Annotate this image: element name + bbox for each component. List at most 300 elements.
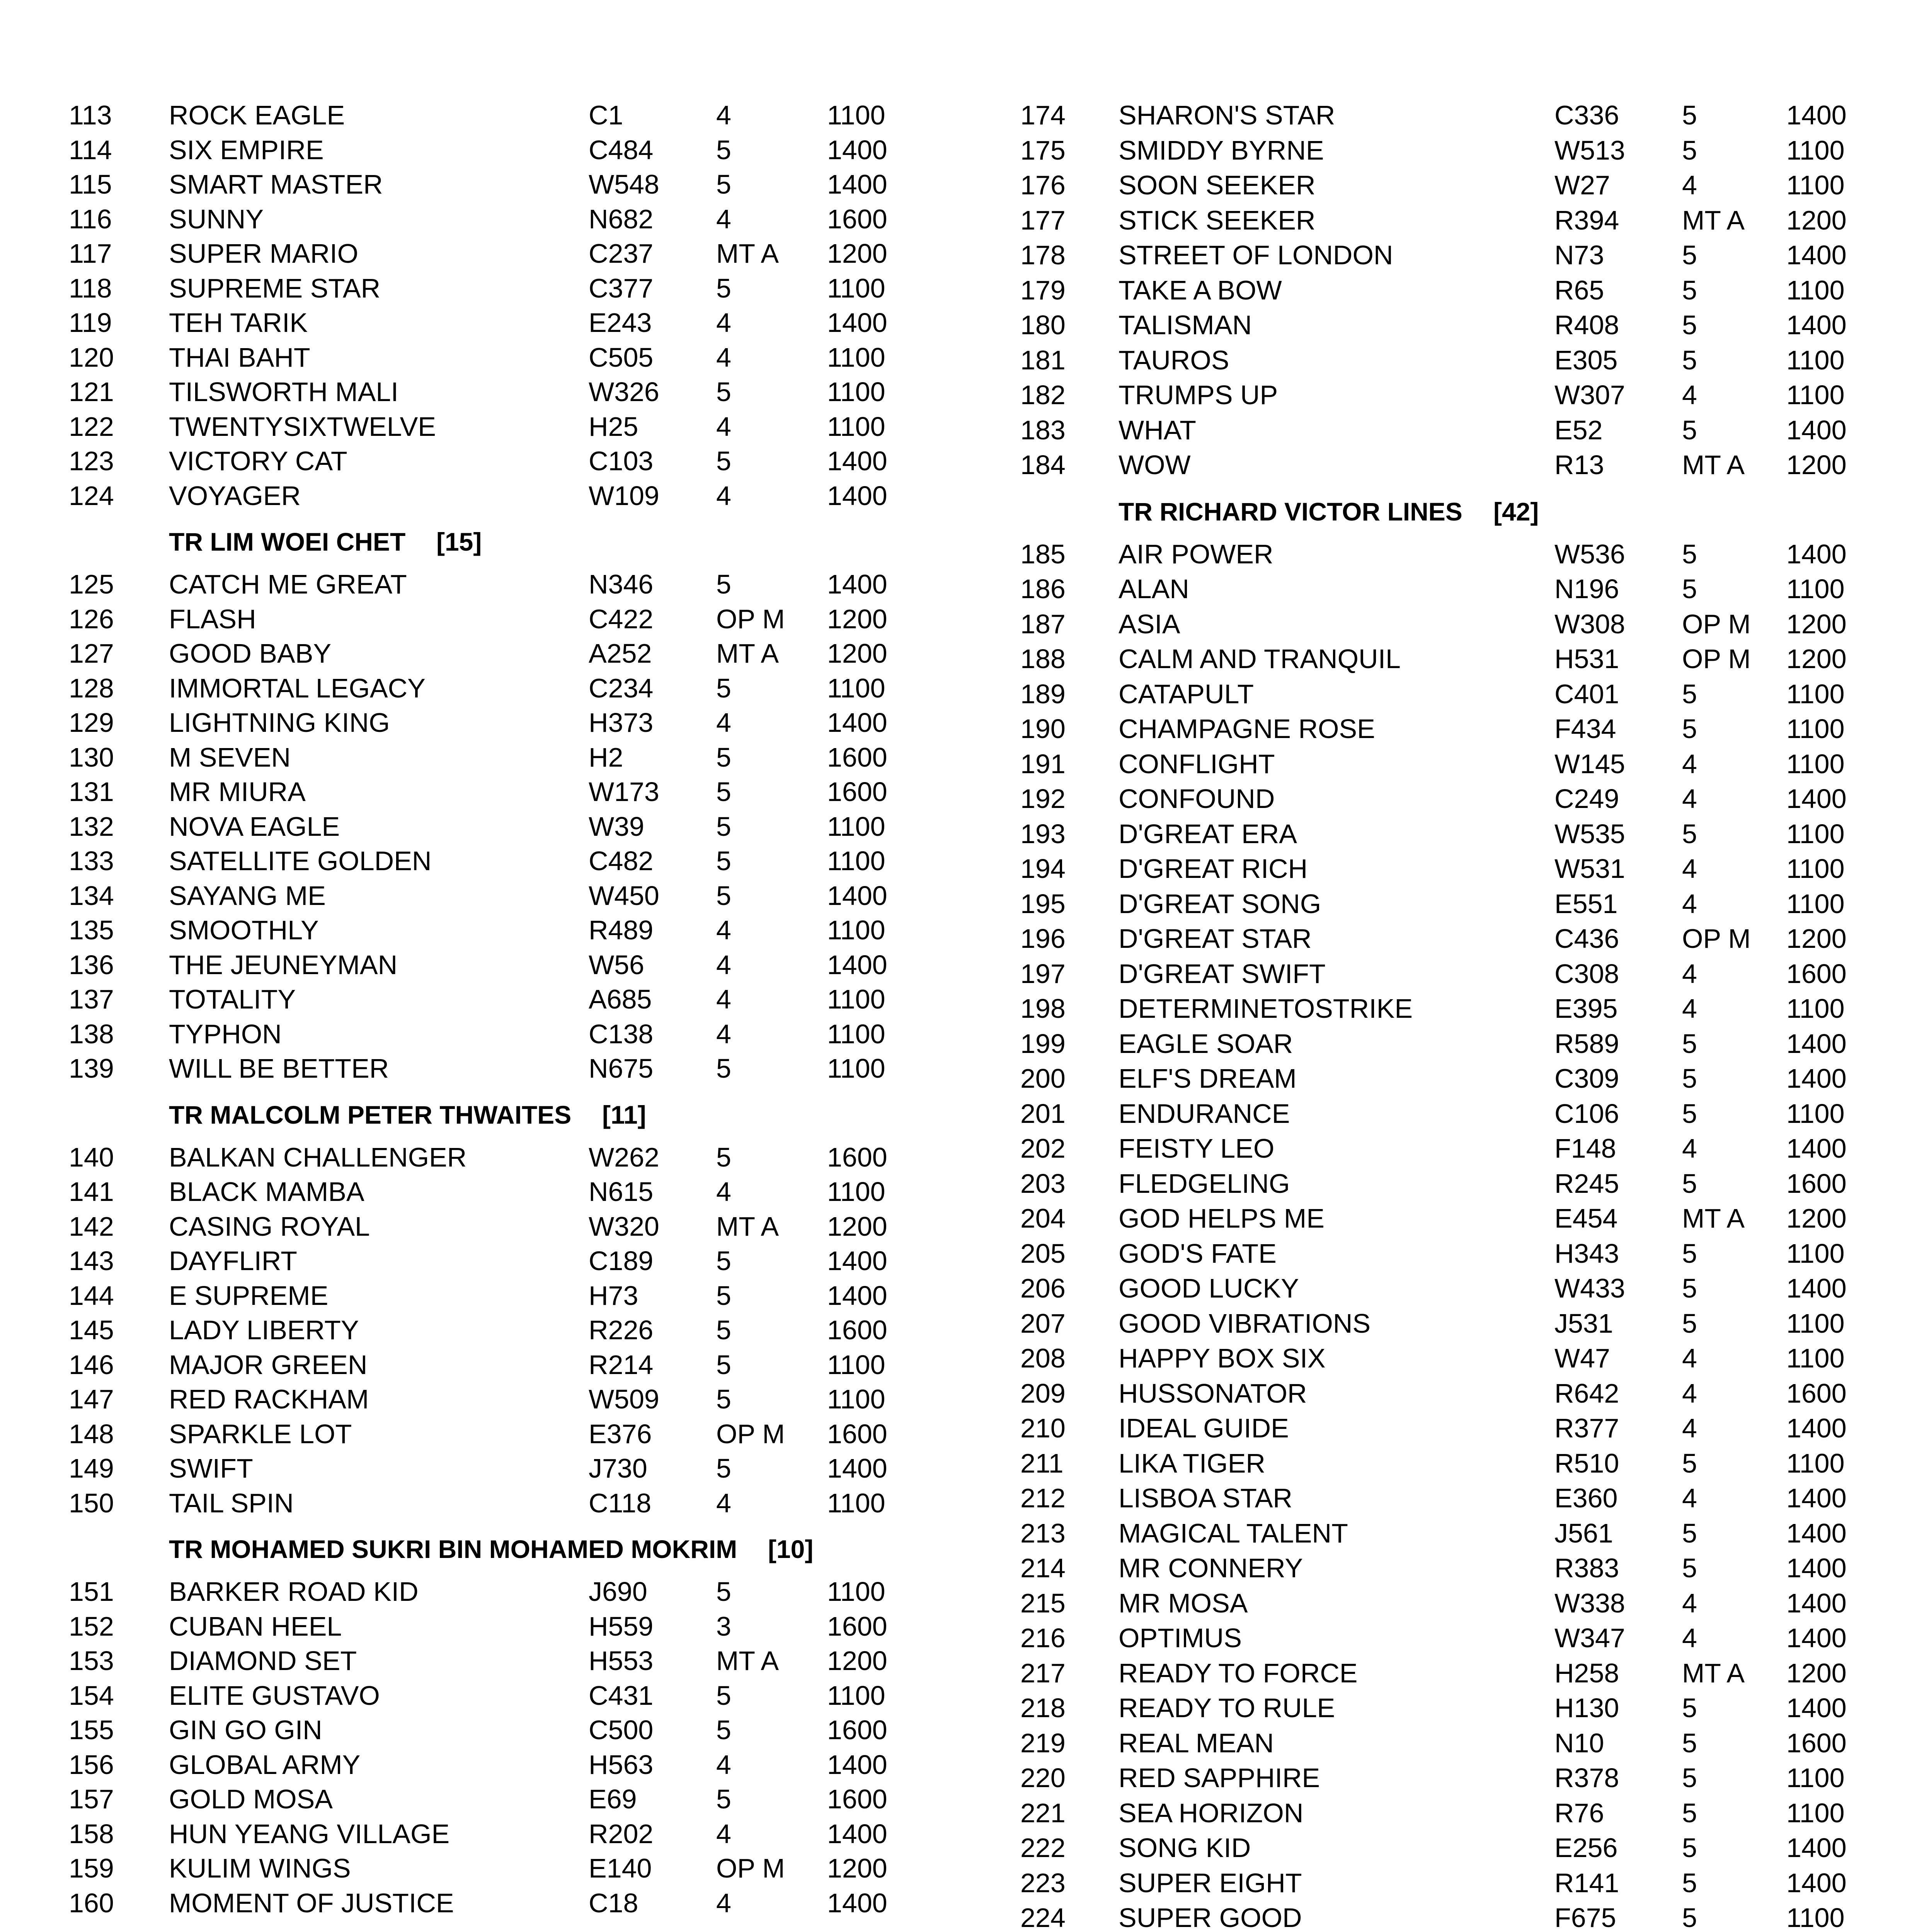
horse-code: W173 <box>589 777 659 807</box>
horse-distance: 1400 <box>827 1453 887 1483</box>
horse-number: 197 <box>1020 958 1066 989</box>
horse-code: E69 <box>589 1784 637 1814</box>
horse-name: GOOD BABY <box>169 638 332 668</box>
horse-rating: 5 <box>716 273 731 303</box>
horse-name: CHAMPAGNE ROSE <box>1119 714 1375 744</box>
horse-distance: 1400 <box>1786 1693 1847 1723</box>
horse-name: CALM AND TRANQUIL <box>1119 644 1401 674</box>
horse-rating: 5 <box>716 742 731 772</box>
horse-distance: 1200 <box>827 604 887 634</box>
horse-rating: 5 <box>716 1577 731 1607</box>
horse-rating: 5 <box>716 377 731 407</box>
horse-number: 174 <box>1020 100 1066 130</box>
horse-distance: 1400 <box>1786 1133 1847 1163</box>
horse-name: STICK SEEKER <box>1119 205 1316 235</box>
horse-code: N675 <box>589 1053 654 1083</box>
horse-distance: 1100 <box>1786 714 1845 744</box>
horse-number: 196 <box>1020 923 1066 954</box>
horse-number: 143 <box>69 1246 114 1276</box>
horse-code: C118 <box>589 1488 652 1518</box>
horse-distance: 1100 <box>1786 888 1845 919</box>
horse-rating: 4 <box>1682 854 1697 884</box>
horse-rating: 5 <box>716 134 731 165</box>
horse-distance: 1100 <box>827 273 885 303</box>
horse-number: 190 <box>1020 714 1066 744</box>
horse-distance: 1400 <box>1786 1623 1847 1653</box>
horse-distance: 1600 <box>827 1715 887 1745</box>
horse-rating: 4 <box>716 1749 731 1780</box>
horse-rating: 5 <box>1682 1867 1697 1898</box>
horse-distance: 1100 <box>827 673 885 703</box>
horse-distance: 1200 <box>1786 644 1847 674</box>
horse-number: 214 <box>1020 1553 1066 1583</box>
horse-name: SUNNY <box>169 204 264 234</box>
horse-code: R408 <box>1554 310 1619 340</box>
horse-rating: MT A <box>716 1646 779 1676</box>
horse-name: SIX EMPIRE <box>169 134 324 165</box>
horse-number: 126 <box>69 604 114 634</box>
horse-name: VICTORY CAT <box>169 446 347 476</box>
horse-name: WILL BE BETTER <box>169 1053 389 1083</box>
horse-rating: OP M <box>716 1853 785 1883</box>
horse-code: W433 <box>1554 1273 1625 1303</box>
horse-distance: 1100 <box>1786 1448 1845 1478</box>
horse-name: SHARON'S STAR <box>1119 100 1335 130</box>
horse-code: R214 <box>589 1349 654 1380</box>
horse-number: 211 <box>1020 1448 1064 1478</box>
horse-code: E360 <box>1554 1483 1618 1513</box>
horse-rating: 5 <box>1682 1448 1697 1478</box>
horse-name: FLEDGELING <box>1119 1168 1290 1199</box>
horse-distance: 1400 <box>1786 1483 1847 1513</box>
horse-name: GOLD MOSA <box>169 1784 333 1814</box>
horse-code: H258 <box>1554 1658 1619 1688</box>
horse-name: GOOD VIBRATIONS <box>1119 1308 1371 1338</box>
horse-distance: 1100 <box>1786 135 1845 165</box>
horse-number: 120 <box>69 342 114 372</box>
horse-code: E256 <box>1554 1833 1618 1863</box>
horse-rating: 5 <box>1682 1098 1697 1129</box>
horse-rating: 4 <box>716 342 731 372</box>
horse-distance: 1100 <box>1786 679 1845 709</box>
horse-code: C106 <box>1554 1098 1619 1129</box>
horse-distance: 1400 <box>827 707 887 738</box>
horse-distance: 1100 <box>1786 993 1845 1024</box>
horse-distance: 1200 <box>1786 1203 1847 1233</box>
horse-rating: 5 <box>716 777 731 807</box>
horse-distance: 1100 <box>827 1488 885 1518</box>
horse-name: TOTALITY <box>169 984 296 1014</box>
horse-rating: 5 <box>1682 818 1697 849</box>
horse-rating: 5 <box>716 1142 731 1172</box>
horse-distance: 1100 <box>827 915 885 945</box>
horse-code: H559 <box>589 1611 654 1641</box>
horse-distance: 1100 <box>1786 275 1845 305</box>
horse-code: J561 <box>1554 1518 1613 1548</box>
horse-distance: 1100 <box>1786 1308 1845 1338</box>
horse-number: 184 <box>1020 450 1066 480</box>
horse-name: MAJOR GREEN <box>169 1349 368 1380</box>
horse-distance: 1600 <box>1786 1168 1847 1199</box>
horse-count: [10] <box>768 1535 814 1563</box>
horse-name: SUPER GOOD <box>1119 1903 1302 1932</box>
horse-rating: 5 <box>716 1784 731 1814</box>
horse-number: 179 <box>1020 275 1066 305</box>
horse-rating: 5 <box>716 811 731 842</box>
horse-distance: 1100 <box>1786 1343 1845 1373</box>
horse-distance: 1100 <box>827 811 885 842</box>
horse-number: 209 <box>1020 1378 1066 1408</box>
horse-number: 210 <box>1020 1413 1066 1443</box>
horse-rating: 5 <box>1682 1308 1697 1338</box>
horse-code: A252 <box>589 638 652 668</box>
horse-number: 119 <box>69 308 112 338</box>
horse-name: ENDURANCE <box>1119 1098 1290 1129</box>
horse-code: R65 <box>1554 275 1604 305</box>
horse-name: IMMORTAL LEGACY <box>169 673 426 703</box>
horse-distance: 1400 <box>827 480 887 511</box>
horse-number: 116 <box>69 204 112 234</box>
horse-name: RED SAPPHIRE <box>1119 1763 1320 1793</box>
horse-rating: 5 <box>716 1680 731 1711</box>
horse-distance: 1400 <box>827 169 887 199</box>
horse-number: 205 <box>1020 1238 1066 1269</box>
horse-rating: 4 <box>1682 888 1697 919</box>
horse-rating: 4 <box>1682 1588 1697 1618</box>
horse-number: 147 <box>69 1384 114 1414</box>
horse-name: TRUMPS UP <box>1119 380 1278 410</box>
horse-rating: OP M <box>1682 609 1751 639</box>
horse-code: C422 <box>589 604 654 634</box>
horse-code: W307 <box>1554 380 1625 410</box>
horse-number: 175 <box>1020 135 1066 165</box>
horse-number: 113 <box>69 100 112 130</box>
horse-number: 208 <box>1020 1343 1066 1373</box>
horse-code: W145 <box>1554 748 1625 779</box>
horse-name: DIAMOND SET <box>169 1646 357 1676</box>
horse-rating: OP M <box>716 1418 785 1449</box>
horse-distance: 1200 <box>827 1211 887 1242</box>
horse-number: 203 <box>1020 1168 1066 1199</box>
horse-rating: 4 <box>716 915 731 945</box>
horse-code: W338 <box>1554 1588 1625 1618</box>
horse-distance: 1400 <box>827 308 887 338</box>
horse-name: TYPHON <box>169 1019 282 1049</box>
horse-rating: 5 <box>1682 574 1697 604</box>
horse-number: 145 <box>69 1315 114 1345</box>
horse-number: 149 <box>69 1453 114 1483</box>
horse-code: C436 <box>1554 923 1619 954</box>
horse-rating: 5 <box>1682 1168 1697 1199</box>
horse-name: D'GREAT ERA <box>1119 818 1297 849</box>
horse-name: BALKAN CHALLENGER <box>169 1142 467 1172</box>
horse-name: GOD HELPS ME <box>1119 1203 1325 1233</box>
horse-rating: 5 <box>716 1453 731 1483</box>
horse-rating: 4 <box>1682 993 1697 1024</box>
horse-name: TAUROS <box>1119 345 1229 375</box>
horse-distance: 1400 <box>827 134 887 165</box>
horse-code: H73 <box>589 1280 638 1311</box>
horse-code: C18 <box>589 1888 638 1918</box>
horse-name: LADY LIBERTY <box>169 1315 359 1345</box>
horse-name: OPTIMUS <box>1119 1623 1242 1653</box>
horse-number: 223 <box>1020 1867 1066 1898</box>
horse-code: A685 <box>589 984 652 1014</box>
horse-number: 136 <box>69 949 114 980</box>
horse-code: W262 <box>589 1142 659 1172</box>
horse-rating: OP M <box>1682 644 1751 674</box>
horse-distance: 1100 <box>1786 1098 1845 1129</box>
horse-distance: 1100 <box>827 1053 885 1083</box>
horse-number: 186 <box>1020 574 1066 604</box>
horse-name: SUPER EIGHT <box>1119 1867 1302 1898</box>
horse-rating: 5 <box>1682 1063 1697 1094</box>
horse-number: 222 <box>1020 1833 1066 1863</box>
horse-name: READY TO RULE <box>1119 1693 1335 1723</box>
horse-rating: 4 <box>1682 958 1697 989</box>
horse-number: 213 <box>1020 1518 1066 1548</box>
horse-number: 221 <box>1020 1798 1066 1828</box>
horse-rating: 5 <box>716 169 731 199</box>
horse-number: 191 <box>1020 748 1066 779</box>
horse-name: IDEAL GUIDE <box>1119 1413 1289 1443</box>
horse-rating: 4 <box>1682 784 1697 814</box>
horse-distance: 1200 <box>1786 1658 1847 1688</box>
horse-code: F434 <box>1554 714 1616 744</box>
horse-rating: 5 <box>716 1280 731 1311</box>
horse-number: 130 <box>69 742 114 772</box>
horse-name: SPARKLE LOT <box>169 1418 352 1449</box>
horse-name: LIKA TIGER <box>1119 1448 1265 1478</box>
horse-code: C103 <box>589 446 654 476</box>
horse-number: 215 <box>1020 1588 1066 1618</box>
horse-rating: MT A <box>1682 1658 1745 1688</box>
horse-name: SWIFT <box>169 1453 253 1483</box>
horse-number: 148 <box>69 1418 114 1449</box>
horse-distance: 1100 <box>827 846 885 876</box>
horse-code: C377 <box>589 273 654 303</box>
horse-code: H553 <box>589 1646 654 1676</box>
horse-rating: 5 <box>1682 1028 1697 1059</box>
horse-number: 118 <box>69 273 112 303</box>
horse-rating: OP M <box>716 604 785 634</box>
horse-name: MR MOSA <box>1119 1588 1248 1618</box>
horse-number: 129 <box>69 707 114 738</box>
horse-number: 204 <box>1020 1203 1066 1233</box>
horse-code: W347 <box>1554 1623 1625 1653</box>
horse-distance: 1600 <box>1786 958 1847 989</box>
horse-code: E376 <box>589 1418 652 1449</box>
horse-distance: 1600 <box>1786 1378 1847 1408</box>
horse-name: MAGICAL TALENT <box>1119 1518 1348 1548</box>
horse-number: 153 <box>69 1646 114 1676</box>
horse-name: GOOD LUCKY <box>1119 1273 1299 1303</box>
horse-code: H373 <box>589 707 654 738</box>
horse-code: R13 <box>1554 450 1604 480</box>
horse-name: LISBOA STAR <box>1119 1483 1292 1513</box>
horse-number: 181 <box>1020 345 1066 375</box>
horse-code: F675 <box>1554 1903 1616 1932</box>
horse-number: 122 <box>69 411 114 442</box>
horse-name: CUBAN HEEL <box>169 1611 342 1641</box>
horse-number: 117 <box>69 238 112 269</box>
horse-name: ALAN <box>1119 574 1189 604</box>
horse-distance: 1400 <box>1786 100 1847 130</box>
horse-number: 114 <box>69 134 112 165</box>
horse-rating: OP M <box>1682 923 1751 954</box>
horse-rating: 5 <box>716 1246 731 1276</box>
horse-code: W531 <box>1554 854 1625 884</box>
horse-code: C189 <box>589 1246 654 1276</box>
horse-name: ELF'S DREAM <box>1119 1063 1297 1094</box>
horse-rating: 3 <box>716 1611 731 1641</box>
horse-number: 202 <box>1020 1133 1066 1163</box>
horse-distance: 1100 <box>1786 574 1845 604</box>
horse-rating: 5 <box>1682 714 1697 744</box>
horse-number: 176 <box>1020 170 1066 200</box>
horse-name: EAGLE SOAR <box>1119 1028 1293 1059</box>
horse-code: N682 <box>589 204 654 234</box>
horse-number: 195 <box>1020 888 1066 919</box>
horse-distance: 1600 <box>1786 1728 1847 1758</box>
horse-name: SMART MASTER <box>169 169 383 199</box>
horse-code: C484 <box>589 134 654 165</box>
horse-number: 219 <box>1020 1728 1066 1758</box>
horse-name: TAIL SPIN <box>169 1488 294 1518</box>
horse-rating: 4 <box>1682 1378 1697 1408</box>
horse-name: THAI BAHT <box>169 342 310 372</box>
horse-rating: 4 <box>1682 1623 1697 1653</box>
horse-number: 189 <box>1020 679 1066 709</box>
horse-distance: 1600 <box>827 1784 887 1814</box>
horse-name: WHAT <box>1119 415 1196 445</box>
horse-name: STREET OF LONDON <box>1119 240 1393 270</box>
horse-rating: 5 <box>1682 1763 1697 1793</box>
horse-code: C401 <box>1554 679 1619 709</box>
horse-rating: 4 <box>1682 170 1697 200</box>
horse-number: 198 <box>1020 993 1066 1024</box>
horse-number: 194 <box>1020 854 1066 884</box>
horse-rating: 4 <box>1682 1413 1697 1443</box>
horse-code: R226 <box>589 1315 654 1345</box>
horse-distance: 1100 <box>827 342 885 372</box>
horse-distance: 1100 <box>827 377 885 407</box>
horse-name: NOVA EAGLE <box>169 811 340 842</box>
horse-distance: 1100 <box>1786 170 1845 200</box>
horse-code: H130 <box>1554 1693 1619 1723</box>
horse-code: C234 <box>589 673 654 703</box>
horse-distance: 1200 <box>827 1646 887 1676</box>
horse-number: 125 <box>69 569 114 599</box>
horse-code: R76 <box>1554 1798 1604 1828</box>
horse-rating: 5 <box>1682 310 1697 340</box>
horse-rating: 5 <box>716 846 731 876</box>
horse-name: REAL MEAN <box>1119 1728 1274 1758</box>
horse-number: 134 <box>69 880 114 911</box>
horse-code: E52 <box>1554 415 1603 445</box>
horse-number: 137 <box>69 984 114 1014</box>
horse-code: C138 <box>589 1019 654 1049</box>
horse-name: SOON SEEKER <box>1119 170 1316 200</box>
horse-rating: 5 <box>716 446 731 476</box>
horse-number: 177 <box>1020 205 1066 235</box>
horse-rating: 5 <box>1682 1798 1697 1828</box>
horse-number: 135 <box>69 915 114 945</box>
horse-distance: 1100 <box>1786 854 1845 884</box>
horse-name: VOYAGER <box>169 480 301 511</box>
horse-name: TAKE A BOW <box>1119 275 1282 305</box>
horse-name: DAYFLIRT <box>169 1246 297 1276</box>
horse-rating: 4 <box>716 1177 731 1207</box>
horse-name: GOD'S FATE <box>1119 1238 1277 1269</box>
horse-rating: 5 <box>1682 345 1697 375</box>
horse-distance: 1100 <box>827 1349 885 1380</box>
horse-code: C431 <box>589 1680 654 1711</box>
horse-distance: 1200 <box>1786 923 1847 954</box>
horse-distance: 1100 <box>1786 1903 1845 1932</box>
horse-code: C482 <box>589 846 654 876</box>
horse-number: 150 <box>69 1488 114 1518</box>
horse-rating: 4 <box>716 1888 731 1918</box>
horse-rating: 5 <box>716 1349 731 1380</box>
horse-count: [42] <box>1493 497 1539 526</box>
horse-distance: 1200 <box>827 238 887 269</box>
horse-name: ELITE GUSTAVO <box>169 1680 380 1711</box>
horse-code: W548 <box>589 169 659 199</box>
horse-rating: 5 <box>1682 1903 1697 1932</box>
horse-name: D'GREAT STAR <box>1119 923 1312 954</box>
horse-rating: 5 <box>1682 240 1697 270</box>
horse-number: 159 <box>69 1853 114 1883</box>
horse-number: 207 <box>1020 1308 1066 1338</box>
horse-number: 155 <box>69 1715 114 1745</box>
horse-code: C249 <box>1554 784 1619 814</box>
horse-code: W536 <box>1554 539 1625 569</box>
horse-distance: 1100 <box>1786 1238 1845 1269</box>
horse-name: GLOBAL ARMY <box>169 1749 361 1780</box>
horse-distance: 1100 <box>827 1384 885 1414</box>
horse-rating: MT A <box>1682 205 1745 235</box>
horse-number: 152 <box>69 1611 114 1641</box>
horse-distance: 1200 <box>1786 609 1847 639</box>
horse-distance: 1400 <box>827 1888 887 1918</box>
horse-distance: 1400 <box>827 949 887 980</box>
horse-name: CASING ROYAL <box>169 1211 370 1242</box>
trainer-name: TR MOHAMED SUKRI BIN MOHAMED MOKRIM <box>169 1535 737 1563</box>
horse-code: N10 <box>1554 1728 1604 1758</box>
horse-name: TALISMAN <box>1119 310 1252 340</box>
horse-code: E140 <box>589 1853 652 1883</box>
horse-name: SAYANG ME <box>169 880 326 911</box>
horse-name: LIGHTNING KING <box>169 707 390 738</box>
horse-number: 115 <box>69 169 112 199</box>
horse-number: 182 <box>1020 380 1066 410</box>
horse-number: 133 <box>69 846 114 876</box>
horse-rating: 4 <box>716 984 731 1014</box>
horse-rating: 5 <box>716 1315 731 1345</box>
horse-rating: 4 <box>1682 1483 1697 1513</box>
horse-distance: 1400 <box>827 1280 887 1311</box>
horse-number: 121 <box>69 377 114 407</box>
horse-name: DETERMINETOSTRIKE <box>1119 993 1413 1024</box>
horse-code: R202 <box>589 1818 654 1849</box>
horse-code: R394 <box>1554 205 1619 235</box>
horse-name: RED RACKHAM <box>169 1384 369 1414</box>
horse-rating: 5 <box>1682 1273 1697 1303</box>
horse-distance: 1200 <box>827 1853 887 1883</box>
horse-distance: 1100 <box>827 100 885 130</box>
horse-name: SMOOTHLY <box>169 915 319 945</box>
